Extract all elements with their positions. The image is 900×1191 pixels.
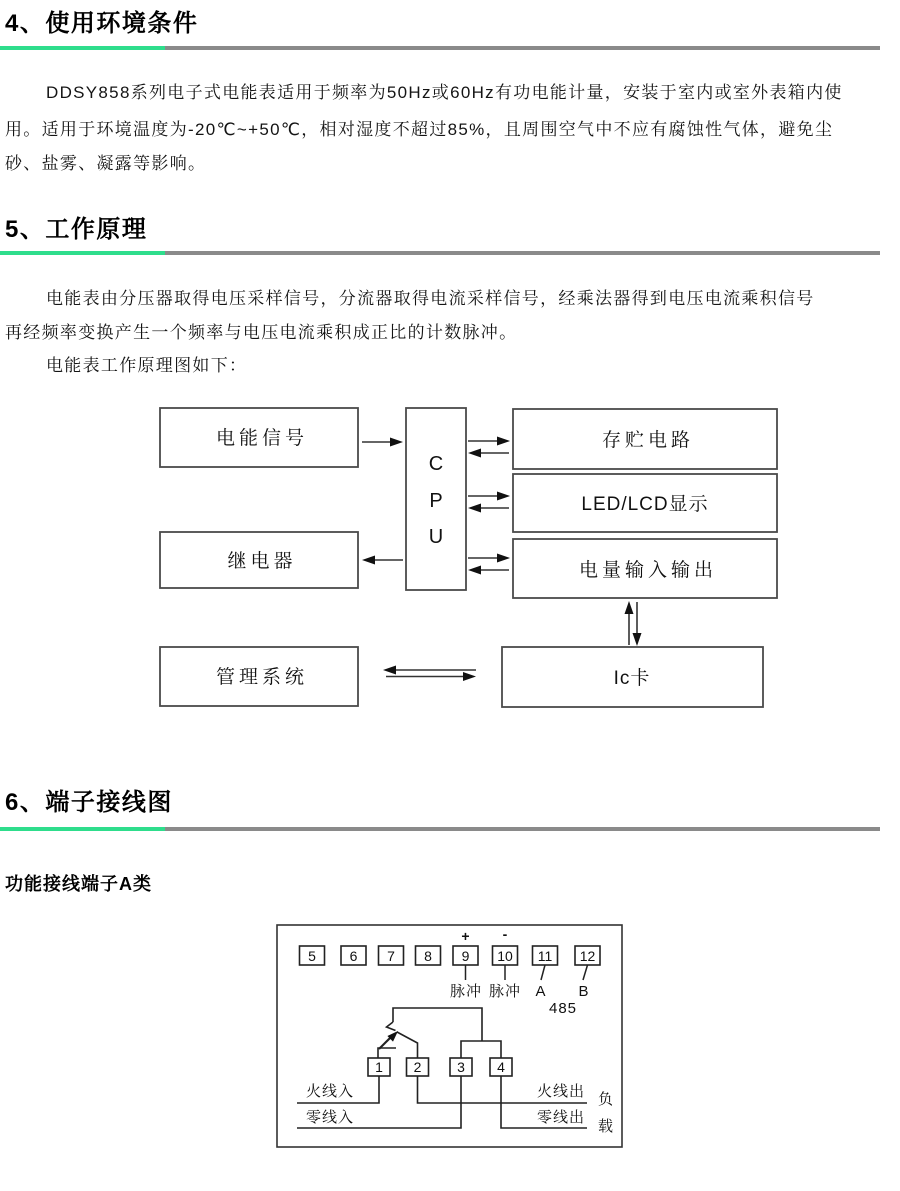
signal-label: 电能信号 [215, 428, 309, 449]
neutral-in-label: 零线入 [305, 1109, 355, 1126]
terminal-9: 9 [461, 948, 470, 964]
section5-paragraph-line1: 电能表由分压器取得电压采样信号，分流器取得电流采样信号，经乘法器得到电压电流乘积信号 [46, 289, 815, 308]
rs485-bus-label: 485 [548, 1000, 578, 1017]
display-label: LED/LCD显示 [581, 494, 709, 515]
terminal-7: 7 [387, 948, 395, 964]
section5-paragraph-line2: 再经频率变换产生一个频率与电压电流乘积成正比的计数脉冲。 [5, 323, 518, 342]
management-label: 管理系统 [215, 667, 309, 688]
terminal-11: 11 [537, 948, 553, 964]
section4-paragraph-line2: 用。适用于环境温度为-20℃~+50℃，相对湿度不超过85%，且周围空气中不应有腐蚀性气体，避免尘 [5, 120, 834, 139]
section6-heading: 6、端子接线图 [5, 789, 173, 816]
terminal-4: 4 [497, 1059, 505, 1075]
load-label-char2: 载 [597, 1118, 615, 1135]
section5-rule [0, 251, 880, 255]
load-label-char1: 负 [597, 1091, 615, 1108]
terminal-wiring-diagram [0, 918, 900, 1158]
live-in-label: 火线入 [305, 1083, 355, 1100]
section4-paragraph-line3: 砂、盐雾、凝露等影响。 [5, 154, 207, 173]
pulse-plus-sign: + [461, 928, 470, 944]
terminal-1: 1 [375, 1059, 383, 1075]
section4-rule [0, 46, 880, 50]
section5-heading: 5、工作原理 [5, 216, 148, 243]
section4-heading: 4、使用环境条件 [5, 10, 199, 37]
terminal-type-subtitle: 功能接线端子A类 [5, 874, 152, 894]
working-principle-diagram [0, 395, 900, 725]
relay-label: 继电器 [227, 551, 297, 572]
pulse-minus-sign: - [502, 926, 508, 942]
rs485-b-label: B [578, 983, 590, 1000]
rs485-a-label: A [535, 983, 547, 1000]
terminal-6: 6 [349, 948, 358, 964]
neutral-out-label: 零线出 [536, 1109, 586, 1126]
live-out-label: 火线出 [536, 1083, 586, 1100]
terminal-3: 3 [457, 1059, 465, 1075]
cpu-letter-c: C [428, 453, 444, 475]
cpu-letter-u: U [428, 526, 444, 548]
section6-rule [0, 827, 880, 831]
section4-paragraph-line1: DDSY858系列电子式电能表适用于频率为50Hz或60Hz有功电能计量，安装于室内或室外表箱内使 [46, 83, 843, 102]
storage-label: 存贮电路 [601, 430, 695, 451]
pulse2-label: 脉冲 [488, 983, 522, 1000]
ic-card-label: Ic卡 [613, 668, 651, 689]
pulse1-label: 脉冲 [449, 983, 483, 1000]
section5-paragraph-line3: 电能表工作原理图如下： [46, 356, 248, 375]
terminal-2: 2 [413, 1059, 422, 1075]
terminal-5: 5 [308, 948, 316, 964]
terminal-10: 10 [497, 948, 513, 964]
io-label: 电量输入输出 [578, 560, 718, 581]
cpu-letter-p: P [429, 490, 443, 512]
terminal-8: 8 [424, 948, 432, 964]
terminal-12: 12 [579, 948, 596, 964]
